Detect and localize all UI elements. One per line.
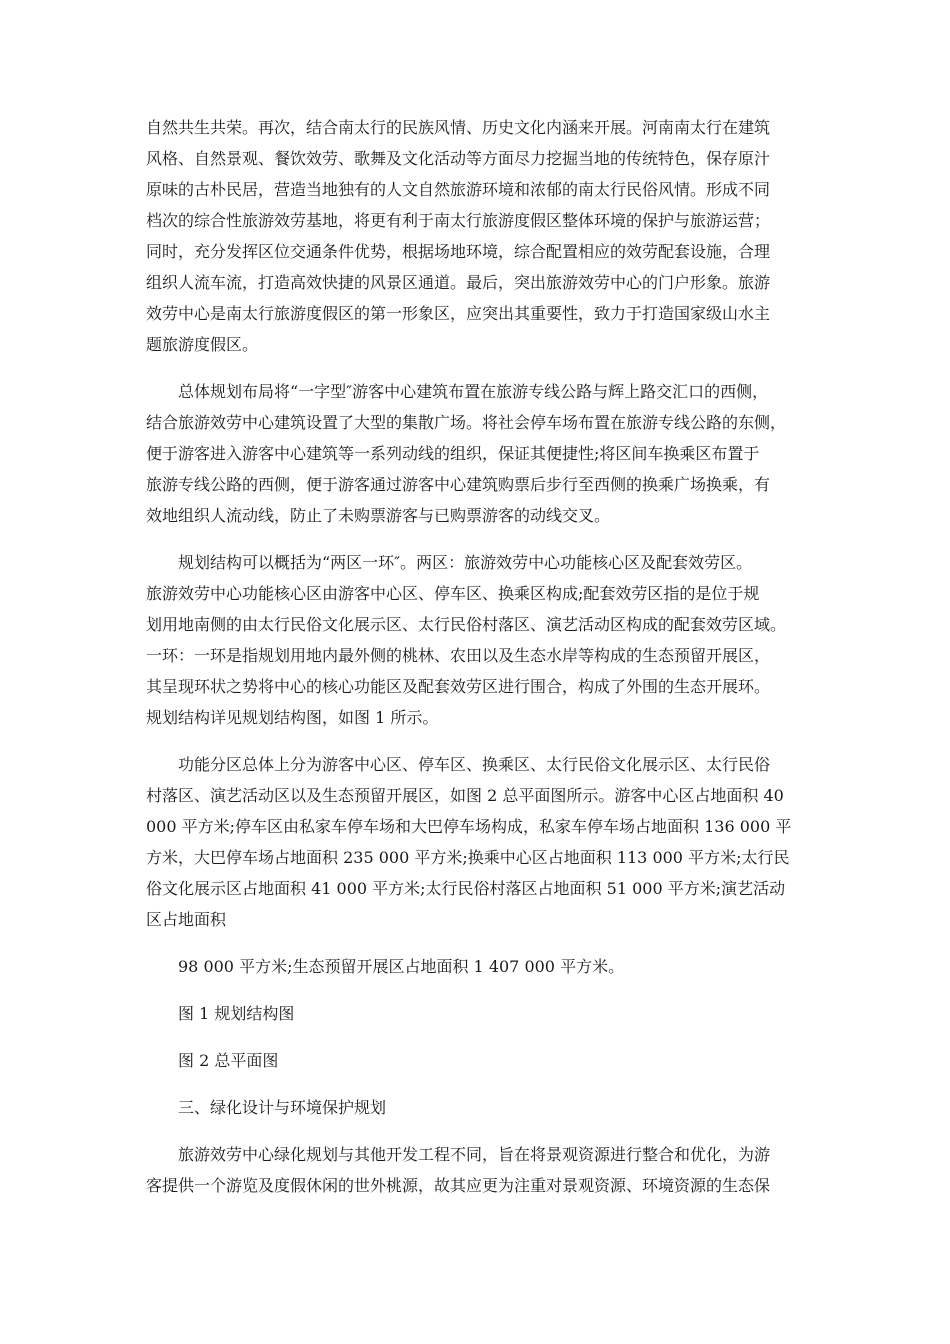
area-continuation-line: 98 000 平方米;生态预留开展区占地面积 1 407 000 平方米。	[178, 957, 625, 976]
text-line: 规划结构可以概括为“两区一环″。两区：旅游效劳中心功能核心区及配套效劳区。	[178, 553, 753, 572]
text-line: 一环：一环是指规划用地内最外侧的桃林、农田以及生态水岸等构成的生态预留开展区，	[146, 646, 771, 665]
text-line: 其呈现环状之势将中心的核心功能区及配套效劳区进行围合，构成了外围的生态开展环。	[146, 677, 771, 696]
text-line: 俗文化展示区占地面积 41 000 平方米;太行民俗村落区占地面积 51 000 平方米;演艺活动	[146, 879, 786, 898]
paragraph-final	[146, 1139, 806, 1201]
text-line: 总体规划布局将“一字型″游客中心建筑布置在旅游专线公路与辉上路交汇口的西侧，	[178, 382, 769, 401]
text-line: 旅游效劳中心功能核心区由游客中心区、停车区、换乘区构成;配套效劳区指的是位于规	[146, 584, 760, 603]
figure-2-caption: 图 2 总平面图	[178, 1051, 279, 1070]
text-line: 风格、自然景观、餐饮效劳、歌舞及文化活动等方面尽力挖掘当地的传统特色，保存原汁	[146, 149, 771, 168]
paragraph-1	[146, 112, 806, 360]
text-line: 客提供一个游览及度假休闲的世外桃源，故其应更为注重对景观资源、环境资源的生态保	[146, 1176, 771, 1195]
section-heading: 三、绿化设计与环境保护规划	[178, 1098, 387, 1117]
text-line: 旅游效劳中心绿化规划与其他开发工程不同，旨在将景观资源进行整合和优化，为游	[178, 1145, 771, 1164]
text-line: 题旅游度假区。	[146, 335, 259, 354]
paragraph-4	[146, 749, 806, 935]
paragraph-3	[146, 547, 806, 733]
text-line: 旅游专线公路的西侧，便于游客通过游客中心建筑购票后步行至西侧的换乘广场换乘，有	[146, 475, 771, 494]
text-line: 000 平方米;停车区由私家车停车场和大巴停车场构成，私家车停车场占地面积 136 000 平	[146, 817, 792, 836]
text-line: 村落区、演艺活动区以及生态预留开展区，如图 2 总平面图所示。游客中心区占地面积 40	[146, 786, 784, 805]
text-line: 区占地面积	[146, 910, 227, 929]
text-line: 档次的综合性旅游效劳基地，将更有利于南太行旅游度假区整体环境的保护与旅游运营；	[146, 211, 771, 230]
text-line: 自然共生共荣。再次，结合南太行的民族风情、历史文化内涵来开展。河南南太行在建筑	[146, 118, 771, 137]
document-page	[146, 112, 806, 1217]
text-line: 便于游客进入游客中心建筑等一系列动线的组织，保证其便捷性;将区间车换乘区布置于	[146, 444, 760, 463]
text-line: 规划结构详见规划结构图，如图 1 所示。	[146, 708, 439, 727]
text-line: 划用地南侧的由太行民俗文化展示区、太行民俗村落区、演艺活动区构成的配套效劳区域。	[146, 615, 787, 634]
text-line: 效劳中心是南太行旅游度假区的第一形象区，应突出其重要性，致力于打造国家级山水主	[146, 304, 771, 323]
figure-1-caption: 图 1 规划结构图	[178, 1004, 295, 1023]
text-line: 效地组织人流动线，防止了未购票游客与已购票游客的动线交叉。	[146, 506, 611, 525]
paragraph-2	[146, 376, 806, 531]
text-line: 结合旅游效劳中心建筑设置了大型的集散广场。将社会停车场布置在旅游专线公路的东侧，	[146, 413, 787, 432]
text-line: 原味的古朴民居，营造当地独有的人文自然旅游环境和浓郁的南太行民俗风情。形成不同	[146, 180, 771, 199]
text-line: 同时，充分发挥区位交通条件优势，根据场地环境，综合配置相应的效劳配套设施，合理	[146, 242, 771, 261]
text-line: 方米，大巴停车场占地面积 235 000 平方米;换乘中心区占地面积 113 000 平方米;太行民	[146, 848, 790, 867]
text-line: 功能分区总体上分为游客中心区、停车区、换乘区、太行民俗文化展示区、太行民俗	[178, 755, 771, 774]
text-line: 组织人流车流，打造高效快捷的风景区通道。最后，突出旅游效劳中心的门户形象。旅游	[146, 273, 771, 292]
